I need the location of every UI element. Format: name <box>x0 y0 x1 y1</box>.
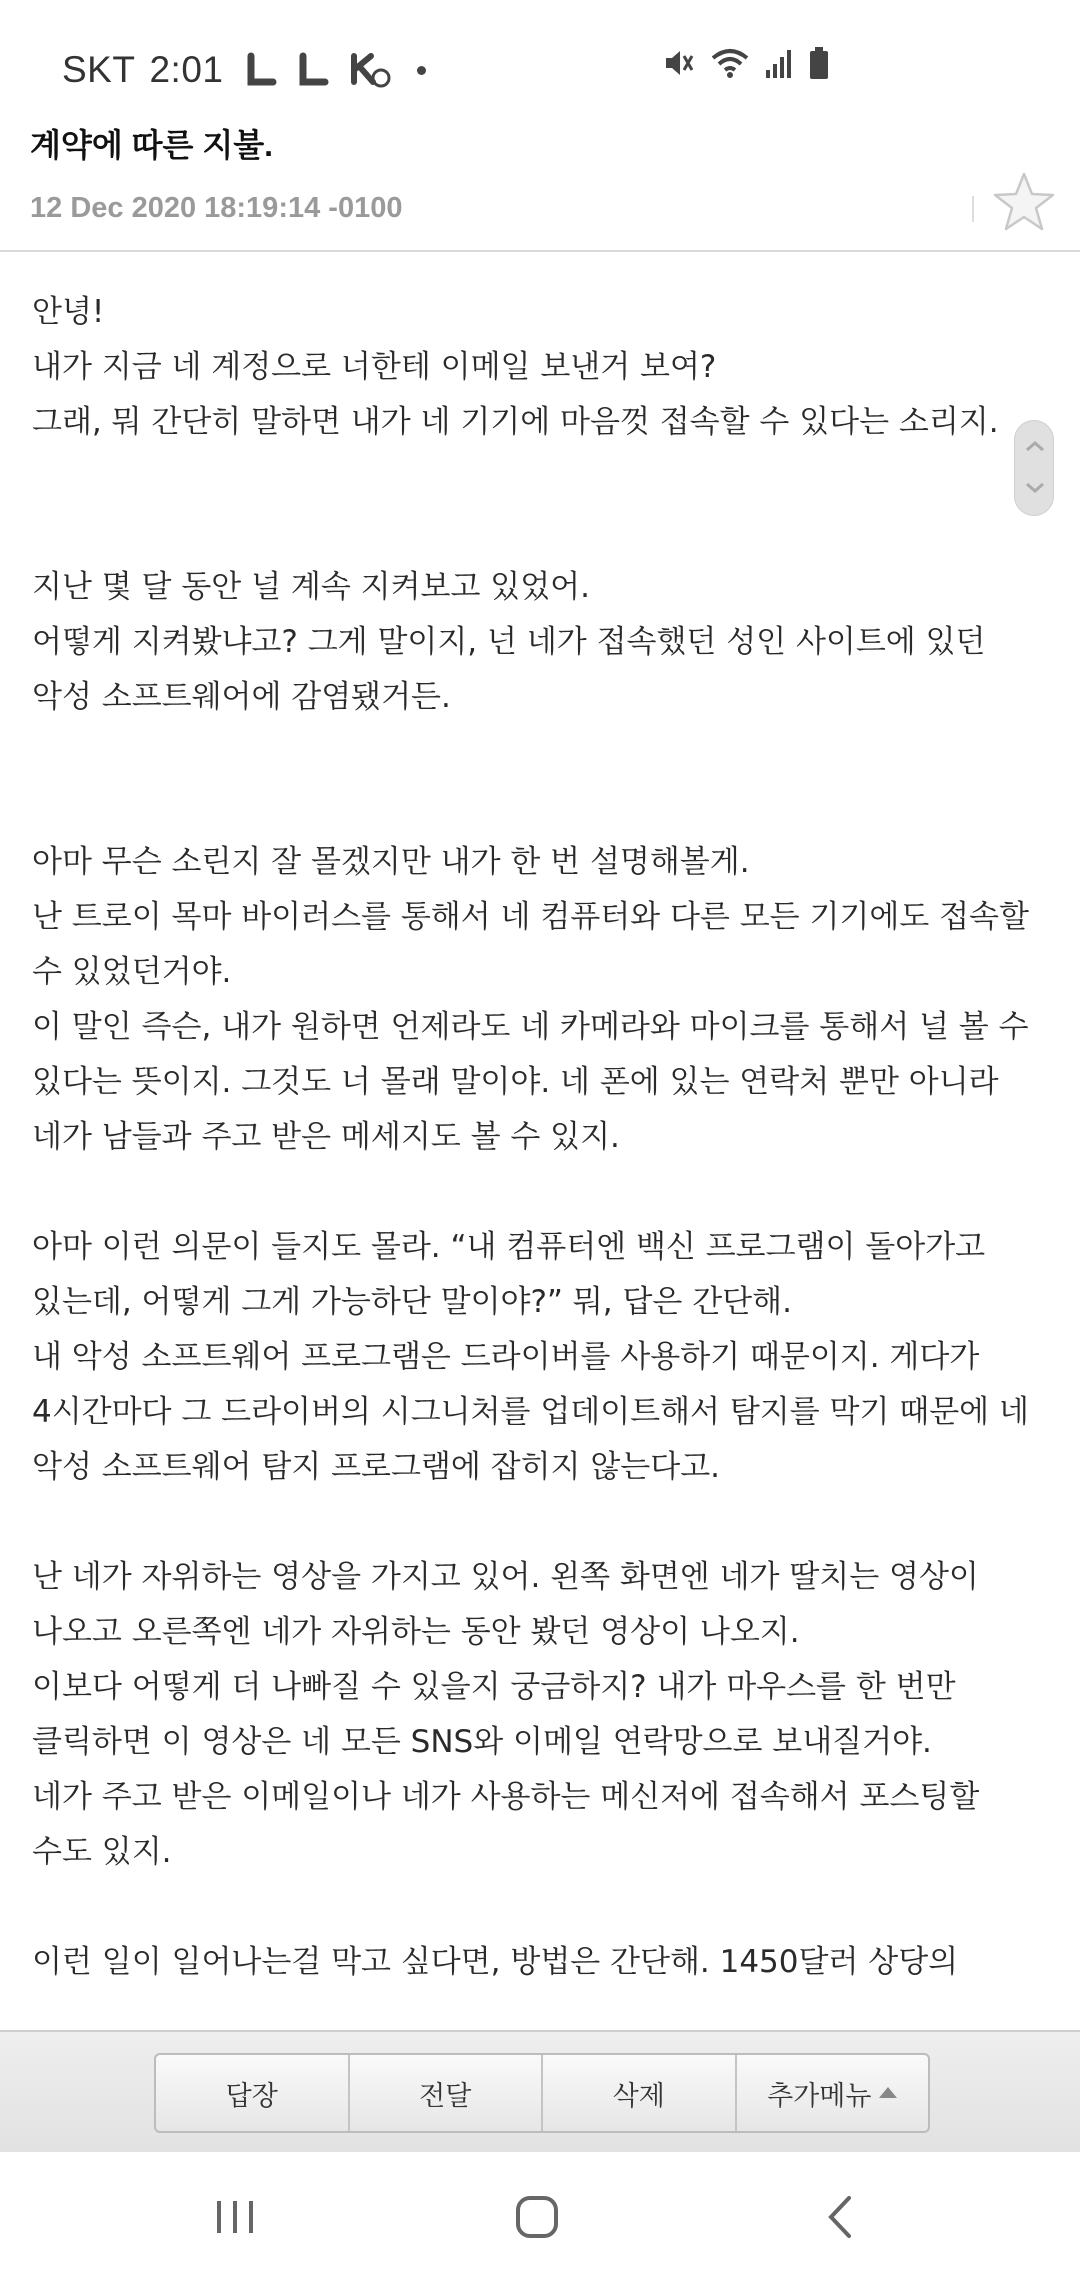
caret-up-icon <box>879 2087 897 2098</box>
star-outline-icon[interactable] <box>992 170 1056 234</box>
signal-icon <box>764 46 794 80</box>
status-left <box>62 42 426 98</box>
reply-label: 답장 <box>225 2080 278 2112</box>
email-body <box>32 285 1032 2025</box>
recent-apps-button[interactable] <box>195 2184 275 2250</box>
more-menu-button[interactable] <box>737 2055 929 2131</box>
status-right <box>662 46 830 80</box>
clock: 2:01 <box>149 49 224 90</box>
header-separator <box>0 250 1080 252</box>
reply-button[interactable] <box>156 2055 350 2131</box>
more-notifications-dot <box>417 66 426 75</box>
home-icon <box>514 2194 560 2240</box>
carrier-label: SKT <box>62 49 136 90</box>
mute-icon <box>662 46 696 80</box>
email-date: 12 Dec 2020 18:19:14 -0100 <box>30 192 403 224</box>
delete-button[interactable] <box>543 2055 737 2131</box>
chevron-up-icon <box>1023 439 1047 453</box>
missed-call-icon <box>349 50 393 90</box>
forward-button[interactable] <box>350 2055 544 2131</box>
forward-label: 전달 <box>419 2080 472 2112</box>
body-paragraph-4: 아마 이런 의문이 들지도 몰라. “내 컴퓨터엔 백신 프로그램이 돌아가고 있는데, 어떻게 그게 가능하단 말이야?” 뭐, 답은 간단해. 내 악성 소프트웨어 프로그램은 드라이버를 사용하기 때문이지. 게다가 4시간마다 그 드라이버의 시그니처를 업데이트해서 탐지를 막기 때문에 네 악성 소프트웨어 탐지 프로그램에 잡히지 않는다고. <box>32 1229 1029 1485</box>
chevron-down-icon <box>1023 481 1047 495</box>
body-paragraph-5: 난 네가 자위하는 영상을 가지고 있어. 왼쪽 화면엔 네가 딸치는 영상이 나오고 오른쪽엔 네가 자위하는 동안 봤던 영상이 나오지. 이보다 어떻게 더 나빠질 수 있을지 궁금하지? 내가 마우스를 한 번만 클릭하면 이 영상은 네 모든 SNS와 이메일 연락망으로 보내질거야. 네가 주고 받은 이메일이나 네가 사용하는 메신저에 접속해서 포스팅할 수도 있지. <box>32 1559 980 1870</box>
back-icon <box>825 2194 855 2240</box>
body-paragraph-3: 아마 무슨 소린지 잘 몰겠지만 내가 한 번 설명해볼게. 난 트로이 목마 바이러스를 통해서 네 컴퓨터와 다른 모든 기기에도 접속할 수 있었던거야. 이 말인 즉슨, 내가 원하면 언제라도 네 카메라와 마이크를 통해서 널 볼 수 있다는 뜻이지. 그것도 너 몰래 말이야. 네 폰에 있는 연락처 뿐만 아니라 네가 남들과 주고 받은 메세지도 볼 수 있지. <box>32 844 1029 1155</box>
battery-icon <box>808 46 830 80</box>
app-notification-icon <box>245 50 279 90</box>
email-subject: 계약에 따른 지불. <box>30 127 274 163</box>
body-paragraph-2: 지난 몇 달 동안 널 계속 지켜보고 있었어. 어떻게 지켜봤냐고? 그게 말이지, 넌 네가 접속했던 성인 사이트에 있던 악성 소프트웨어에 감염됐거든. <box>32 569 986 715</box>
action-button-group <box>154 2053 930 2133</box>
scroll-handle[interactable] <box>1014 420 1054 516</box>
header-divider <box>972 196 974 222</box>
home-button[interactable] <box>497 2184 577 2250</box>
more-menu-label: 추가메뉴 <box>767 2080 872 2112</box>
action-bar <box>0 2030 1080 2152</box>
back-button[interactable] <box>800 2184 880 2250</box>
delete-label: 삭제 <box>612 2080 665 2112</box>
wifi-icon <box>710 46 750 80</box>
body-paragraph-1: 안녕! 내가 지금 네 계정으로 너한테 이메일 보낸거 보여? 그래, 뭐 간단히 말하면 내가 네 기기에 마음껏 접속할 수 있다는 소리지. <box>32 294 999 440</box>
body-paragraph-6: 이런 일이 일어나는걸 막고 싶다면, 방법은 간단해. 1450달러 상당의 <box>32 1944 959 1980</box>
navigation-bar <box>0 2154 1080 2280</box>
notification-icons <box>245 50 426 90</box>
status-bar <box>0 0 1080 120</box>
recent-apps-icon <box>213 2197 257 2237</box>
app-notification-icon <box>297 50 331 90</box>
